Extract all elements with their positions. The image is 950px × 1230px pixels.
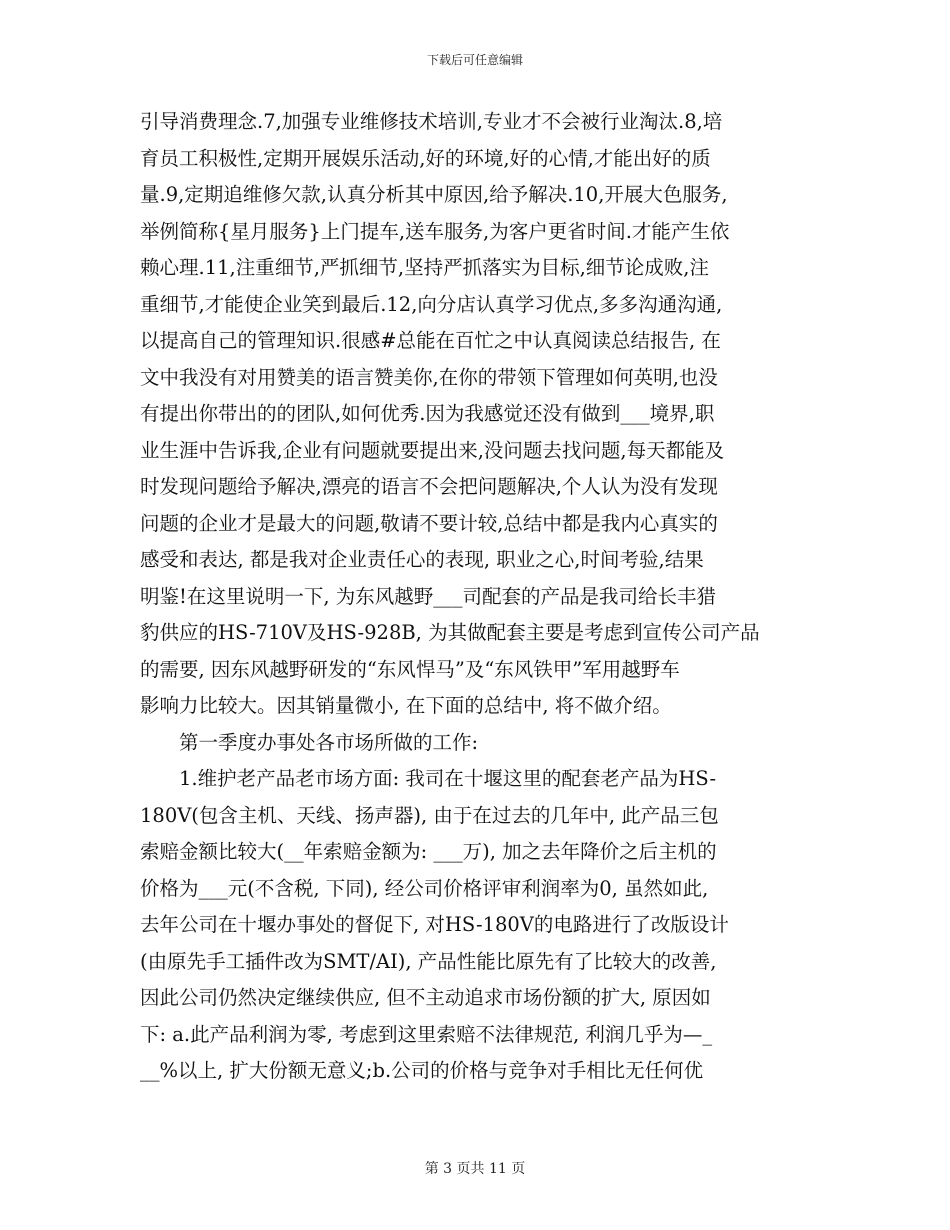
text-line-16: 的需要, 因东风越野研发的“东风悍马”及“东风铁甲”军用越野车 [140, 657, 680, 681]
text-line-27: __%以上, 扩大份额无意义;b.公司的价格与竞争对手相比无任何优 [140, 1059, 704, 1082]
text-line-13: 感受和表达, 都是我对企业责任心的表现, 职业之心,时间考验,结果 [140, 548, 704, 571]
document-body [140, 104, 820, 1090]
text-line-5: 赖心理.11,注重细节,严抓细节,坚持严抓落实为目标,细节论成败,注 [140, 256, 710, 279]
page-number: 第 3 页共 11 页 [424, 1161, 526, 1177]
text-line-6: 重细节,才能使企业笑到最后.12,向分店认真学习优点,多多沟通沟通, [140, 292, 723, 316]
text-line-21: 索赔金额比较大(__年索赔金额为: ___万), 加之去年降价之后主机的 [140, 840, 717, 863]
text-line-25: 因此公司仍然决定继续供应, 但不主动追求市场份额的扩大, 原因如 [140, 986, 711, 1009]
text-line-23: 去年公司在十堰办事处的督促下, 对HS-180V的电路进行了改版设计 [140, 913, 729, 936]
text-line-14: 明鉴!在这里说明一下, 为东风越野___司配套的产品是我司给长丰猎 [140, 584, 716, 608]
text-line-22: 价格为___元(不含税, 下同), 经公司价格评审利润率为0, 虽然如此, [140, 876, 709, 900]
text-line-15: 豹供应的HS-710V及HS-928B, 为其做配套主要是考虑到宣传公司产品 [140, 621, 760, 644]
text-line-9: 有提出你带出的的团队,如何优秀.因为我感觉还没有做到___境界,职 [140, 402, 715, 425]
text-line-12: 问题的企业才是最大的问题,敬请不要计较,总结中都是我内心真实的 [140, 511, 718, 535]
text-line-11: 时发现问题给予解决,漂亮的语言不会把问题解决,个人认为没有发现 [140, 475, 718, 498]
text-line-1: 引导消费理念.7,加强专业维修技术培训,专业才不会被行业淘汰.8,培 [140, 110, 723, 133]
text-line-20: 180V(包含主机、天线、扬声器), 由于在过去的几年中, 此产品三包 [140, 803, 719, 827]
page-header-note: 下载后可任意编辑 [426, 53, 523, 67]
text-line-17: 影响力比较大。因其销量微小, 在下面的总结中, 将不做介绍。 [140, 694, 672, 717]
text-line-8: 文中我没有对用赞美的语言赞美你,在你的带领下管理如何英明,也没 [140, 365, 718, 389]
text-line-10: 业生涯中告诉我,企业有问题就要提出来,没问题去找问题,每天都能及 [140, 438, 725, 462]
text-line-26: 下: a.此产品利润为零, 考虑到这里索赔不法律规范, 利润几乎为—_ [140, 1022, 713, 1046]
text-line-7: 以提高自己的管理知识.很感#总能在百忙之中认真阅读总结报告, 在 [140, 329, 721, 352]
text-line-4: 举例简称{星月服务}上门提车,送车服务,为客户更省时间.才能产生依 [140, 219, 730, 243]
text-line-24: (由原先手工插件改为SMT/AI), 产品性能比原先有了比较大的改善, [140, 949, 717, 973]
section-heading: 第一季度办事处各市场所做的工作: [179, 730, 479, 754]
text-line-3: 量.9,定期追维修欠款,认真分析其中原因,给予解决.10,开展大色服务, [140, 183, 728, 206]
text-line-19: 1.维护老产品老市场方面: 我司在十堰这里的配套老产品为HS- [179, 767, 717, 790]
text-line-2: 育员工积极性,定期开展娱乐活动,好的环境,好的心情,才能出好的质 [140, 146, 711, 170]
